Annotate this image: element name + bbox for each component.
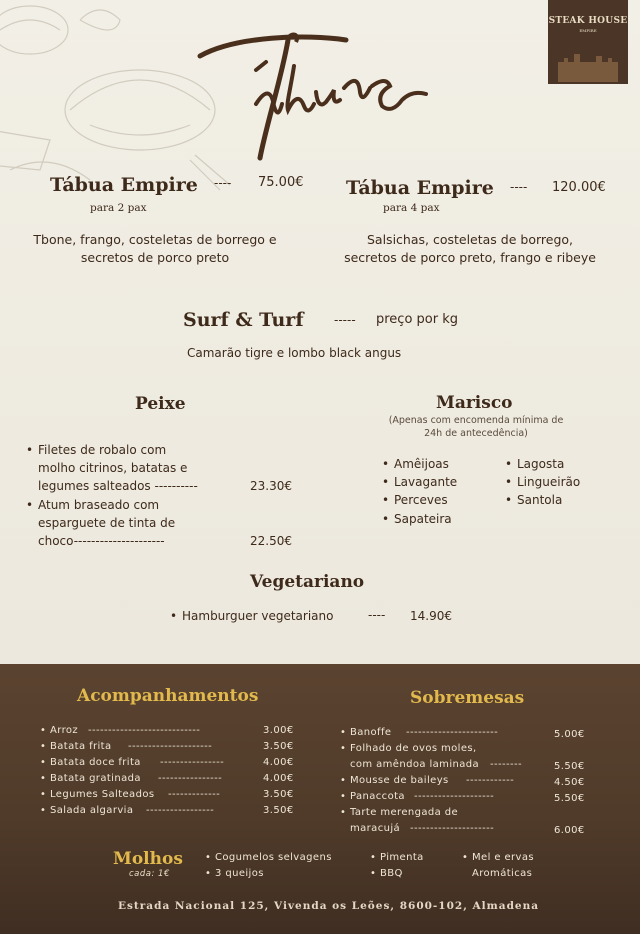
- board2-dashes: ----: [510, 180, 528, 194]
- peixe-title: Peixe: [135, 394, 186, 414]
- peixe-item2-line1: • Atum braseado com: [38, 496, 159, 514]
- sobremesa-item-name: Panaccota: [350, 791, 405, 802]
- molho-bullet: •: [462, 852, 469, 863]
- acomp-item-dashes: -----------------: [146, 805, 215, 816]
- acomp-item-dashes: ---------------------: [128, 741, 213, 752]
- acomp-item-price: 3.50€: [263, 789, 294, 800]
- acomp-bullet: •: [40, 773, 47, 784]
- vegetariano-title: Vegetariano: [250, 572, 365, 592]
- acomp-item-dashes: ----------------------------: [88, 725, 201, 736]
- acomp-item-name: Batata doce frita: [50, 757, 141, 768]
- menu-bottom-section: [0, 664, 640, 934]
- sobremesa-bullet: •: [340, 743, 347, 754]
- sobremesa-item-dashes: ------------: [466, 775, 515, 786]
- surf-turf-dashes: -----: [334, 313, 356, 327]
- marisco-note: (Apenas com encomenda mínima de 24h de antecedência): [388, 415, 564, 439]
- molho-bullet: •: [205, 852, 212, 863]
- acomp-bullet: •: [40, 741, 47, 752]
- sobremesa-item-price: 4.50€: [554, 777, 585, 788]
- castle-icon: [548, 44, 628, 84]
- board2-price: 120.00€: [552, 180, 606, 195]
- acomp-item-dashes: ----------------: [160, 757, 225, 768]
- acomp-item-name: Batata gratinada: [50, 773, 141, 784]
- sobremesa-bullet: •: [340, 775, 347, 786]
- vegetariano-item: • Hamburguer vegetariano: [182, 607, 333, 625]
- molho-item: Pimenta: [380, 852, 424, 863]
- molho-bullet: •: [370, 868, 377, 879]
- sobremesa-item-dashes: --------: [490, 759, 523, 770]
- peixe-item1-line2: molho citrinos, batatas e: [38, 461, 188, 475]
- logo-name: STEAK HOUSE: [548, 16, 628, 26]
- peixe-item2-line2: esparguete de tinta de: [38, 516, 176, 530]
- acompanhamentos-title: Acompanhamentos: [77, 686, 259, 706]
- surf-turf-price: preço por kg: [376, 312, 459, 327]
- peixe-item1-line3: legumes salteados ----------: [38, 479, 198, 493]
- board1-description: Tbone, frango, costeletas de borrego e secretos de porco preto: [33, 232, 277, 265]
- sobremesa-item-price: 5.50€: [554, 793, 585, 804]
- marisco-item: • Lagosta: [517, 455, 564, 473]
- acomp-item-dashes: ----------------: [158, 773, 223, 784]
- acomp-bullet: •: [40, 805, 47, 816]
- molho-item: BBQ: [380, 868, 403, 879]
- acomp-item-name: Legumes Salteados: [50, 789, 155, 800]
- sobremesa-item-dashes: -----------------------: [406, 727, 499, 738]
- acomp-item-price: 4.00€: [263, 757, 294, 768]
- acomp-bullet: •: [40, 725, 47, 736]
- acomp-bullet: •: [40, 789, 47, 800]
- acomp-item-price: 3.00€: [263, 725, 294, 736]
- board1-dashes: ----: [214, 176, 232, 190]
- surf-turf-name: Surf & Turf: [183, 309, 304, 331]
- molho-item-line2: Aromáticas: [472, 868, 533, 879]
- board1-name: Tábua Empire: [50, 174, 198, 196]
- acomp-item-price: 4.00€: [263, 773, 294, 784]
- sobremesa-item-name-line2: com amêndoa laminada: [350, 759, 480, 770]
- marisco-title: Marisco: [436, 393, 513, 413]
- sobremesa-item-price: 6.00€: [554, 825, 585, 836]
- molho-item: Cogumelos selvagens: [215, 852, 332, 863]
- marisco-item: • Lavagante: [394, 473, 457, 491]
- molho-bullet: •: [370, 852, 377, 863]
- marisco-item: • Lingueirão: [517, 473, 580, 491]
- acomp-item-price: 3.50€: [263, 805, 294, 816]
- marisco-item: • Amêijoas: [394, 455, 449, 473]
- sobremesa-bullet: •: [340, 727, 347, 738]
- acomp-bullet: •: [40, 757, 47, 768]
- board1-price: 75.00€: [258, 175, 304, 190]
- acomp-item-dashes: -------------: [168, 789, 221, 800]
- peixe-item2-price: 22.50€: [250, 534, 292, 548]
- restaurant-address: Estrada Nacional 125, Vivenda os Leões, 8600-102, Almadena: [118, 900, 540, 912]
- sobremesa-item-name: Tarte merengada de: [350, 807, 459, 818]
- molhos-title: Molhos: [113, 849, 183, 869]
- sobremesa-item-dashes: --------------------: [414, 791, 495, 802]
- marisco-item: • Perceves: [394, 491, 448, 509]
- board1-pax: para 2 pax: [90, 202, 147, 214]
- acomp-item-price: 3.50€: [263, 741, 294, 752]
- peixe-item2-line3: choco---------------------: [38, 534, 165, 548]
- sobremesa-item-name: Folhado de ovos moles,: [350, 743, 477, 754]
- molho-item: Mel e ervas: [472, 852, 534, 863]
- sobremesa-bullet: •: [340, 807, 347, 818]
- marisco-item: • Sapateira: [394, 510, 452, 528]
- vegetariano-dashes: ----: [368, 608, 386, 622]
- sobremesa-item-price: 5.50€: [554, 761, 585, 772]
- logo-sub: EMPIRE: [579, 28, 597, 33]
- board2-pax: para 4 pax: [383, 202, 440, 214]
- sobremesa-item-price: 5.00€: [554, 729, 585, 740]
- molho-item: 3 queijos: [215, 868, 264, 879]
- vegetariano-price: 14.90€: [410, 609, 452, 623]
- sobremesa-item-name-line2: maracujá: [350, 823, 401, 834]
- acomp-item-name: Salada algarvia: [50, 805, 134, 816]
- board2-name: Tábua Empire: [346, 177, 494, 199]
- peixe-item1-line1: • Filetes de robalo com: [38, 441, 166, 459]
- marisco-item: • Santola: [517, 491, 562, 509]
- molhos-price-note: cada: 1€: [129, 869, 170, 879]
- board2-description: Salsichas, costeletas de borrego, secretos de porco preto, frango e ribeye: [344, 232, 596, 265]
- molho-bullet: •: [205, 868, 212, 879]
- steakhouse-logo: [548, 0, 628, 84]
- svg-text:Tábuas: Tábuas: [196, 26, 200, 27]
- tabuas-script-title: [196, 26, 436, 166]
- sobremesa-item-name: Mousse de baileys: [350, 775, 449, 786]
- sobremesa-item-dashes: ---------------------: [410, 823, 495, 834]
- acomp-item-name: Arroz: [50, 725, 79, 736]
- acomp-item-name: Batata frita: [50, 741, 112, 752]
- sobremesas-title: Sobremesas: [410, 688, 525, 708]
- sobremesa-bullet: •: [340, 791, 347, 802]
- surf-turf-description: Camarão tigre e lombo black angus: [187, 346, 402, 360]
- peixe-item1-price: 23.30€: [250, 479, 292, 493]
- sobremesa-item-name: Banoffe: [350, 727, 392, 738]
